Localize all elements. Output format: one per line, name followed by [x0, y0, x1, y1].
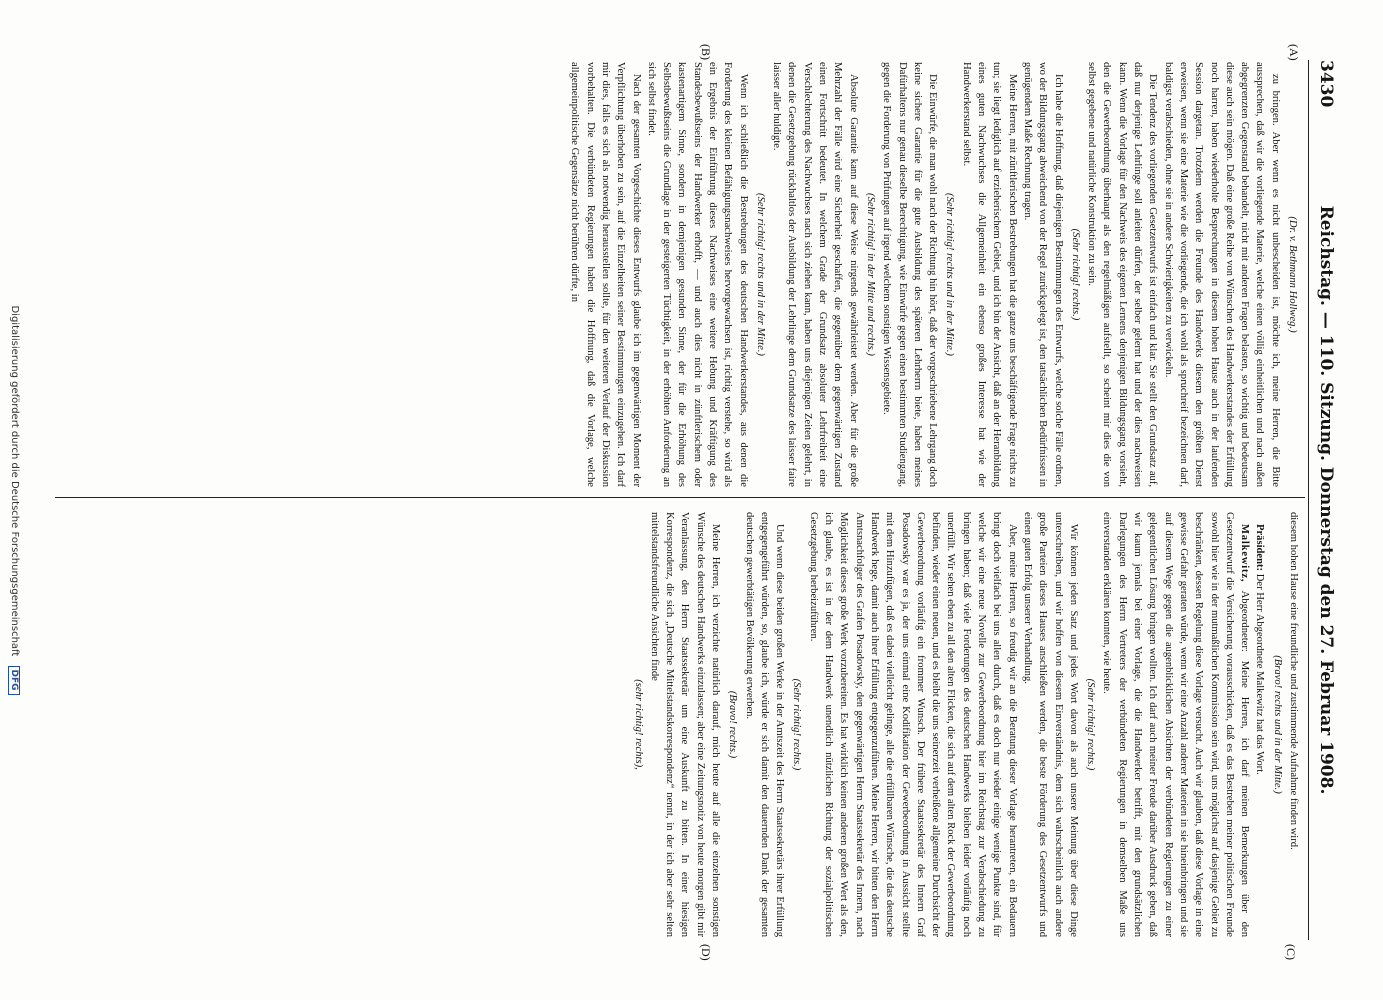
margin-letter-a: (A)	[1287, 44, 1301, 61]
margin-letter-c: (C)	[1284, 944, 1298, 960]
paragraph: Aber, meine Herren, so freudig wir an die Beratung dieser Vorlage herantreten, ein Bedauern bringt doch vielfach bei uns allen durch, daß es doch nur wieder einige wenige Punkte sind, für welche wir eine neue Novelle zur Gewerbeordnung hier im Reichstag zur Verabschiedung zu bringen haben; daß viele Forderungen des deutschen Handwerks bleiben leider vorläufig noch unerfüllt. Wir sehen eben zu all den alten Flicken, die sich auf dem alten Rock der Gewerbeordnung befinden, wieder einen neuen, und es bleibt die uns seinerzeit verheißene allgemeine Durchsicht der Gewerbeordnung vorläufig ein frommer Wunsch. Der frühere Staatssekretär des Innern Graf Posadowsky war es ja, der uns einmal eine Kodifikation der Gewerbeordnung in Aussicht stellte mit dem Hinzufügen, daß es dabei vielleicht gelinge, alle die erfüllbaren Wünsche, die das deutsche Handwerk hege, damit auch ihrer Erfüllung entgegenzuführen. Meine Herren, wir bitten den Herrn Amtsnachfolger des Grafen Posadowsky, den gegenwärtigen Herrn Staatssekretär des Innern, nach Möglichkeit dieses große Werk vorzubereiten. Es hat wirklich keinen anderen großen Wert als den, ich glaube, es ist in der dem Handwerk unendlich nützlichen Richtung der sozialpolitischen Gesetzgebung herbeizuführen.	[807, 512, 1018, 937]
left-column-text	[567, 62, 1283, 487]
interjection: (Sehr richtig! rechts.)	[1069, 228, 1081, 321]
paragraph: Meine Herren, ich verzichte natürlich darauf, mich heute auf alle die einzelnen sonstigen Wünsche des deutschen Handwerks einzulassen; aber eine Zeitungsnotiz von heute morgen gibt mir Veranlassung, den Herrn Staatssekretär um eine Auskunft zu bitten. In einer hiesigen Korrespondenz, die sich „Deutsche Mittelstandskorrespondenz“ nennt, in der ich aber sehr selten mittelstandsfreundliche Ansichten finde	[648, 512, 722, 937]
president-label: Präsident:	[1254, 524, 1266, 572]
paragraph: Wir können jeden Satz und jedes Wort davon als auch unsere Meinung über diese Dinge unterschreiben, und wir hoffen von diesem Einverständnis, dem sich wahrscheinlich auch andere große Parteien dieses Hauses anschließen werden, die beste Förderung des Gesetzentwurfs und einen guten Erfolg unserer Verhandlung.	[1021, 512, 1079, 937]
digitization-footer	[8, 0, 20, 1000]
speaker-name: Malkewitz,	[1239, 524, 1251, 583]
right-column-text	[630, 512, 1301, 937]
speaker-paragraph	[1099, 512, 1252, 937]
interjection: (Bravo! rechts.)	[727, 690, 739, 759]
paragraph: Nach der gesamten Vorgeschichte dieses Entwurfs glaube ich im gegenwärtigen Moment der Verpflichtung überhoben zu sein, auf die Einzelheiten seiner Bestimmungen einzugehen. Ich darf mir dies, falls es sich als notwendig herausstellen sollte, für den weiteren Verlauf der Diskussion vorbehalten. Die verbündeten Regierungen haben die Hoffnung, daß die Vorlage, welche allgemeinpolitische Gegensätze nicht berühren dürfte, in	[569, 62, 642, 487]
interjection: (Sehr richtig! rechts.)	[1085, 678, 1097, 771]
paragraph: diesem hohen Hause eine freundliche und zustimmende Aufnahme finden wird.	[1288, 512, 1299, 850]
president-statement	[1252, 512, 1267, 937]
margin-letter-d: (D)	[699, 944, 713, 961]
paragraph: Meine Herren, mit zünftlerischen Bestrebungen hat die ganze uns beschäftigende Frage nichts zu tun; sie liegt lediglich auf erzieherischem Gebiet, und ich bin der Ansicht, daß an der Heranbildung eines guten Nachwuchses die Allgemeinheit ein ebenso großes Interesse hat wie der Handwerkerstand selbst.	[960, 62, 1018, 487]
interjection: (sehr richtig! rechts),	[632, 679, 644, 770]
paragraph: Und wenn diese beiden großen Werke in der Amtszeit des Herrn Staatssekretärs ihrer Erfüllung entgegengeführt würden, so, glaube ich, würde er sich damit den dauernden Dank der gesamten deutschen gewerbtätigen Bevölkerung erwerben.	[743, 512, 786, 937]
interjection: (Sehr richtig! rechts und in der Mitte.)	[754, 193, 766, 356]
margin-letter-b: (B)	[699, 44, 713, 60]
header-rule	[1308, 60, 1309, 940]
paragraph-text: Der Herr Abgeordnete Malkewitz hat das Wort.	[1254, 573, 1266, 775]
right-column	[628, 512, 1301, 937]
paragraph-text: Abgeordneter: Meine Herren, ich darf meinen Bemerkungen über den Gesetzentwurf die Versicherung vorausschicken, daß es das Bestreben meiner politischen Freunde sowohl hier wie in der mutmaßlichen Kommission sein wird, uns möglichst auf dasjenige Gebiet zu beschränken, dessen Regelung diese Vorlage versucht. Auch wir glauben, daß diese Vorlage in eine gewisse Gefahr geraten würde, wenn wir eine Anzahl anderer Materien in sie hineinbringen und sie auf diesem Wege gegen die augenblicklichen Absichten der verbündeten Regierungen zu einer gelegentlichen Lösung bringen wollten. Ich darf auch meiner Freude darüber Ausdruck geben, daß wir kaum jemals bei einer Vorlage, die die Handwerker betrifft, mit den grundsätzlichen Darlegungen des Herrn Vertreters der verbündeten Regierungen in demselben Maße uns einverstanden erklären konnten, wie heute.	[1101, 512, 1251, 937]
interjection: (Sehr richtig! in der Mitte und rechts.)	[864, 193, 876, 356]
interjection: (Bravo! rechts und in der Mitte.)	[1271, 655, 1283, 794]
paragraph: Ich habe die Hoffnung, daß diejenigen Bestimmungen des Entwurfs, welche solche Fälle ordnen, wo der Bildungsgang abweichend von der Regel zurückgelegt ist, den tatsächlichen Bedürfnissen in genügendem Maße Rechnung tragen.	[1021, 62, 1064, 487]
footer-text: Digitalisierung gefördert durch die Deutsche Forschungsgemeinschaft	[9, 305, 20, 657]
paragraph: Die Einwürfe, die man wohl nach der Richtung hin hört, daß der vorgeschriebene Lehrgang doch keine sichere Garantie für die gute Ausbildung des späteren Lehrherrn biete, haben meines Dafürhaltens nur genau dieselbe Berechtigung, wie Einwürfe gegen einen bestimmten Studiengang, gegen die Forderung von Prüfungen auf irgend welchem sonstigen Wissensgebiete.	[881, 62, 939, 487]
interjection: (Sehr richtig! rechts und in der Mitte.)	[944, 193, 956, 356]
left-column	[567, 62, 1301, 487]
speaker-reference: (Dr. v. Bethmann Hollweg.)	[1287, 216, 1298, 333]
paragraph: Wenn ich schließlich die Bestrebungen des deutschen Handwerkerstandes, aus denen die Forderung des kleinen Befähigungsnachweises hervorgewachsen ist, richtig verstehe, so wird als ein Ergebnis der Einführung dieses Nachweises eine weitere Hebung und Kräftigung des Standesbewußtseins der Handwerker erhofft, — und auch dies nicht in zünftlerischem oder kastenartigem Sinne, sondern in demjenigen gesunden Sinne, der für die Erhöhung des Selbstbewußtseins die Grundlage in der gesteigerten Tüchtigkeit, in der erhöhten Anforderung an sich selbst findet.	[645, 62, 749, 487]
paragraph: Absolute Garantie kann auf diese Weise nirgends gewährleistet werden. Aber für die große Mehrzahl der Fälle wird eine Sicherheit geschaffen, die gegenüber dem gegenwärtigen Zustand einen Fortschritt bedeutet. In welchem Grade der Grundsatz absoluter Lehrfreiheit eine Verschlechterung des Nachwuchses nach sich ziehen kann, haben uns diejenigen Zeiten gelehrt, in denen die Gesetzgebung rückhaltlos der Ausbildung der Lehrlinge dem Grundsatze des laisser faire laisser aller huldigte.	[771, 62, 859, 487]
page-title: Reichstag. — 110. Sitzung. Donnerstag den 27. Februar 1908.	[1316, 205, 1336, 795]
dfg-logo: DFG	[8, 666, 20, 695]
interjection: (Sehr richtig! rechts.)	[791, 678, 803, 771]
paragraph: Die Tendenz des vorliegenden Gesetzentwurfs ist einfach und klar. Sie stellt den Grundsatz auf, daß nur derjenige Lehrlinge soll anleiten dürfen, der selber gelernt hat und der dies nachweisen kann. Wenn die Vorlage für den Nachweis des eigenen Lernens denjenigen Bildungsgang vorsieht, den die Gewerbeordnung überhaupt als den regelmäßigen aufstellt, so scheint mir dies die von selbst gegebene und natürliche Konstruktion zu sein.	[1086, 62, 1159, 487]
paragraph: zu bringen. Aber wenn es nicht unbescheiden ist, möchte ich, meine Herren, die Bitte aussprechen, daß wir die vorliegende Materie, welche einen völlig einheitlichen und nach außen abgegrenzten Gegenstand behandelt, nicht mit anderen Fragen belasten, so wichtig und bedeutsam diese auch sein mögen. Daß eine große Reihe von Wünschen des Handwerkerstandes der Erfüllung noch harren, haben wiederholte Besprechungen in diesem hohen Hause auch in der laufenden Session dargetan. Trotzdem werden die Freunde des Handwerks diesem den größten Dienst erweisen, wenn sie eine Materie wie die vorliegende, die ich wohl als spruchreif bezeichnen darf, baldigst verabschieden, ohne sie in andere Schwierigkeiten zu verwickeln.	[1162, 62, 1281, 487]
page-header	[1314, 60, 1338, 940]
column-separator	[55, 497, 1305, 498]
page-number: 3430	[1316, 60, 1336, 108]
